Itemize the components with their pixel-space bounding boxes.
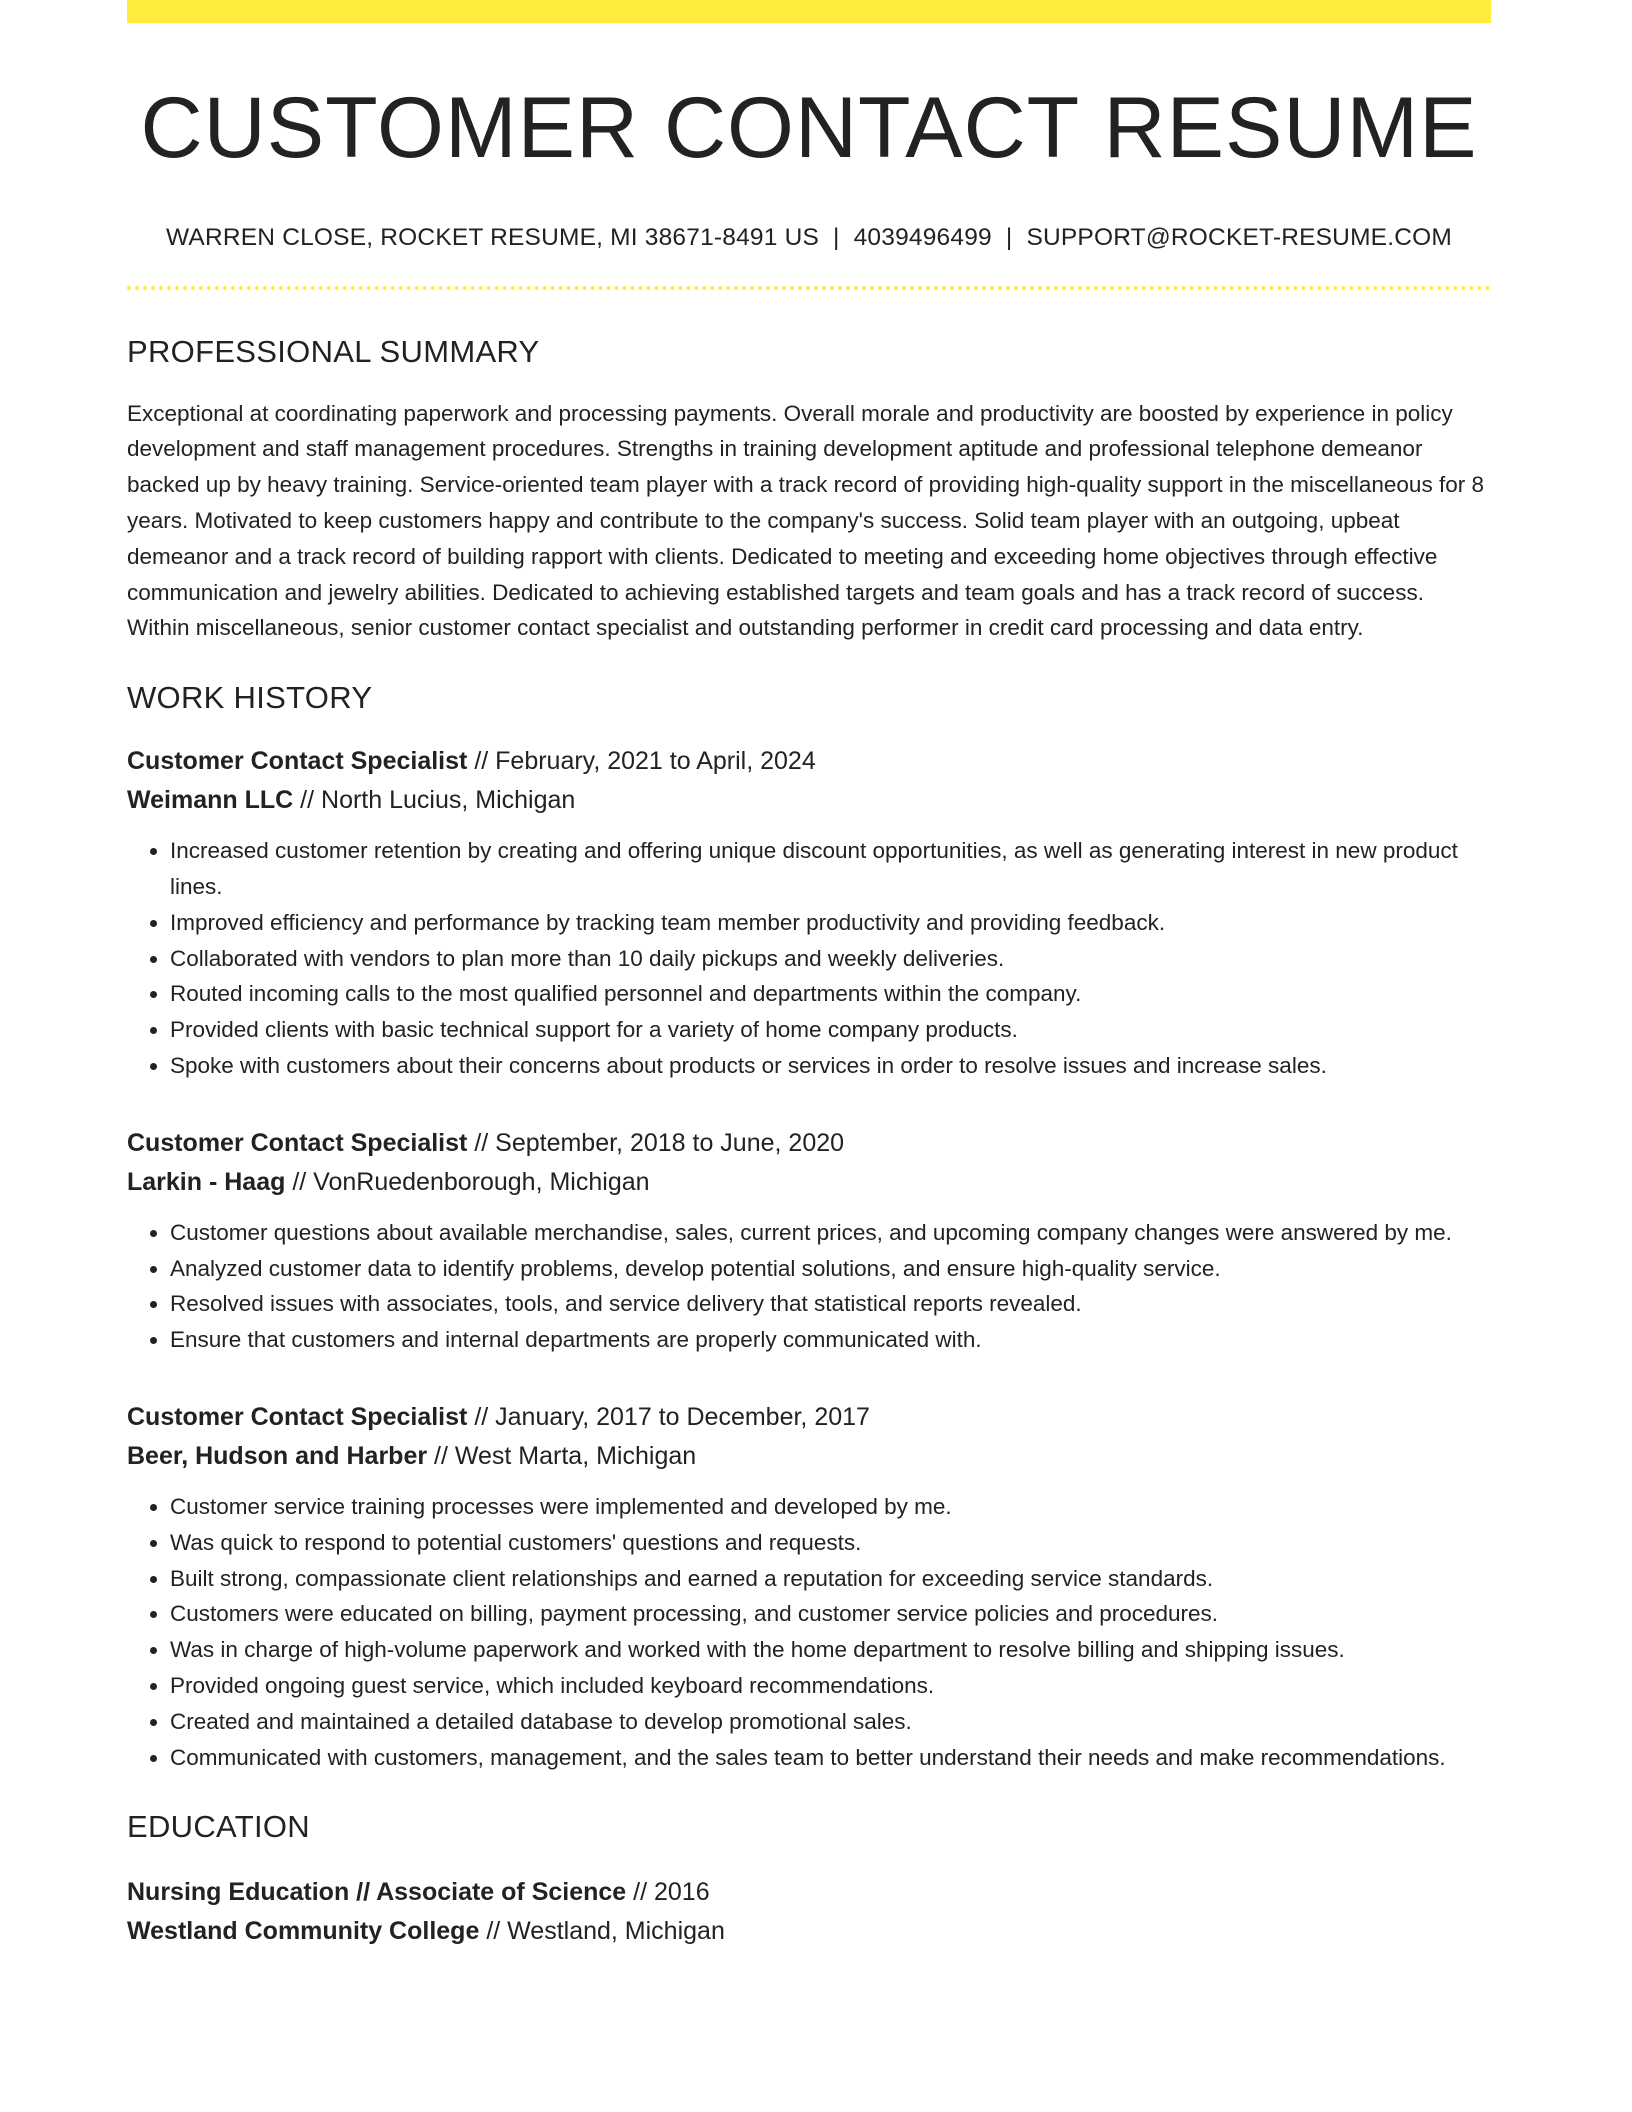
contact-separator: |: [1005, 223, 1013, 251]
job-location: // VonRuedenborough, Michigan: [292, 1167, 650, 1196]
job-title-line: [127, 742, 1491, 781]
job-bullets: [127, 833, 1491, 1084]
job-bullet: • Resolved issues with associates, tools, and service delivery that statistical reports revealed.: [170, 1286, 1491, 1322]
resume-page: [127, 0, 1491, 1951]
education-school: Westland Community College: [127, 1917, 480, 1946]
job-entry: [127, 1398, 1491, 1775]
education-degree: Nursing Education // Associate of Science: [127, 1878, 627, 1907]
education-heading: EDUCATION: [127, 1809, 310, 1845]
job-dates: // February, 2021 to April, 2024: [474, 747, 816, 776]
contact-separator: |: [833, 223, 840, 251]
job-company: Larkin - Haag: [127, 1167, 286, 1196]
job-company-line: [127, 781, 1491, 820]
contact-address: WARREN CLOSE, ROCKET RESUME, MI 38671-8491 US: [166, 223, 820, 251]
work-history-heading: WORK HISTORY: [127, 680, 373, 716]
job-location: // North Lucius, Michigan: [300, 786, 576, 815]
contact-phone: 4039496499: [853, 223, 992, 251]
job-bullet: • Increased customer retention by creating and offering unique discount opportunities, as well as generating interest in new product lines.: [170, 833, 1491, 905]
job-bullet: • Spoke with customers about their concerns about products or services in order to resolve issues and increase sales.: [170, 1048, 1491, 1084]
education-location: // Westland, Michigan: [486, 1917, 725, 1946]
contact-email: SUPPORT@ROCKET-RESUME.COM: [1026, 223, 1452, 251]
resume-title: CUSTOMER CONTACT RESUME: [140, 80, 1478, 176]
job-bullets: [127, 1489, 1491, 1775]
job-title: Customer Contact Specialist: [127, 1128, 468, 1157]
job-bullet: • Analyzed customer data to identify problems, develop potential solutions, and ensure high-quality service.: [170, 1251, 1491, 1287]
job-bullet: • Customer questions about available merchandise, sales, current prices, and upcoming company changes were answered by me.: [170, 1215, 1491, 1251]
job-bullet: • Improved efficiency and performance by tracking team member productivity and providing feedback.: [170, 905, 1491, 941]
job-bullet: • Customer service training processes were implemented and developed by me.: [170, 1489, 1491, 1525]
job-location: // West Marta, Michigan: [434, 1441, 697, 1470]
education-year: // 2016: [633, 1878, 710, 1907]
job-title-line: [127, 1124, 1491, 1163]
job-bullets: [127, 1215, 1491, 1358]
job-dates: // January, 2017 to December, 2017: [474, 1402, 870, 1431]
job-dates: // September, 2018 to June, 2020: [474, 1128, 845, 1157]
job-company: Beer, Hudson and Harber: [127, 1441, 428, 1470]
job-bullet: • Was in charge of high-volume paperwork and worked with the home department to resolve billing and shipping issues.: [170, 1632, 1491, 1668]
education-school-line: [127, 1912, 1491, 1951]
job-entry: [127, 1124, 1491, 1358]
job-title: Customer Contact Specialist: [127, 747, 468, 776]
job-company: Weimann LLC: [127, 786, 294, 815]
job-bullet: • Created and maintained a detailed database to develop promotional sales.: [170, 1704, 1491, 1740]
summary-text: Exceptional at coordinating paperwork and processing payments. Overall morale and productivity are boosted by experience in policy development and staff management procedures. Strengths in training development aptitude and professional telephone demeanor backed up by heavy training. Service-oriented team player with a track record of providing high-quality support in the miscellaneous for 8 years. Motivated to keep customers happy and contribute to the company's success. Solid team player with an outgoing, upbeat demeanor and a track record of building rapport with clients. Dedicated to meeting and exceeding home objectives through effective communication and jewelry abilities. Dedicated to achieving established targets and team goals and has a track record of success. Within miscellaneous, senior customer contact specialist and outstanding performer in credit card processing and data entry.: [127, 400, 1484, 641]
job-bullet: • Provided clients with basic technical support for a variety of home company products.: [170, 1012, 1491, 1048]
job-entry: [127, 742, 1491, 1084]
job-bullet: • Was quick to respond to potential customers' questions and requests.: [170, 1525, 1491, 1561]
job-bullet: • Built strong, compassionate client relationships and earned a reputation for exceeding service standards.: [170, 1561, 1491, 1597]
top-accent-bar: [127, 0, 1491, 23]
job-bullet: • Ensure that customers and internal departments are properly communicated with.: [170, 1322, 1491, 1358]
job-bullet: • Communicated with customers, management, and the sales team to better understand their needs and make recommendations.: [170, 1740, 1491, 1776]
job-title: Customer Contact Specialist: [127, 1402, 468, 1431]
job-company-line: [127, 1163, 1491, 1202]
job-bullet: • Routed incoming calls to the most qualified personnel and departments within the company.: [170, 976, 1491, 1012]
education-entry: [127, 1873, 1491, 1951]
job-company-line: [127, 1437, 1491, 1476]
summary-heading: PROFESSIONAL SUMMARY: [127, 333, 540, 369]
job-bullet: • Provided ongoing guest service, which included keyboard recommendations.: [170, 1668, 1491, 1704]
education-degree-line: [127, 1873, 1491, 1912]
contact-line: [127, 224, 1491, 252]
job-bullet: • Collaborated with vendors to plan more than 10 daily pickups and weekly deliveries.: [170, 941, 1491, 977]
dotted-divider: [127, 286, 1491, 290]
job-title-line: [127, 1398, 1491, 1437]
job-bullet: • Customers were educated on billing, payment processing, and customer service policies and procedures.: [170, 1596, 1491, 1632]
